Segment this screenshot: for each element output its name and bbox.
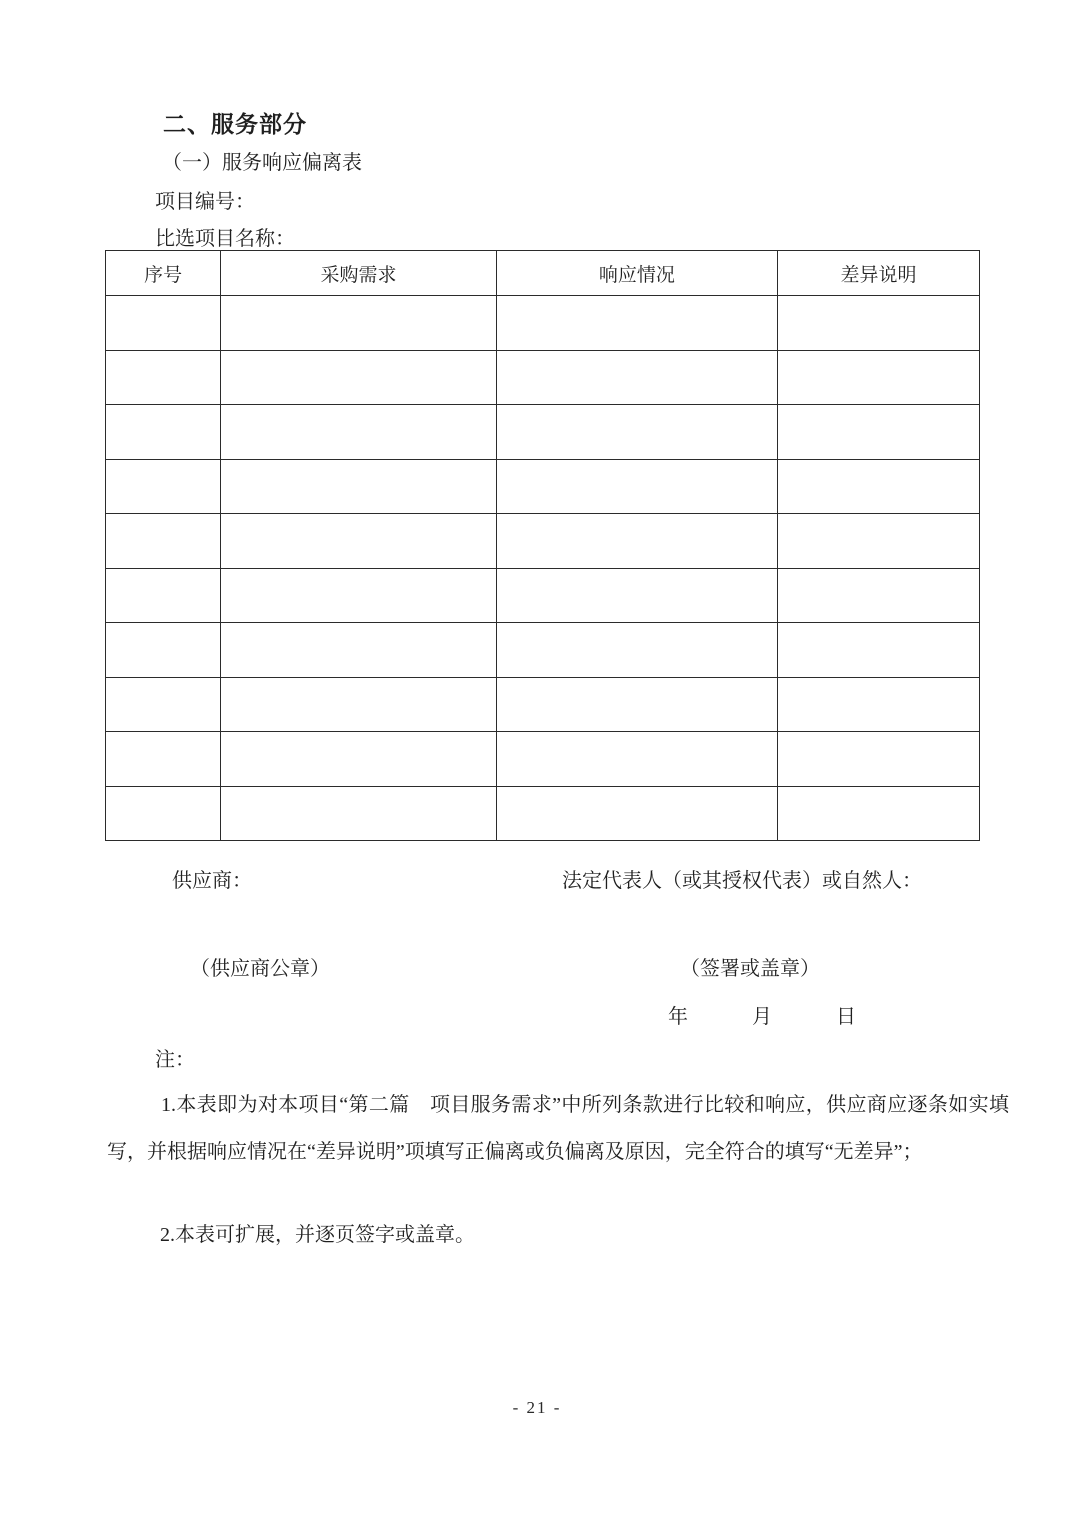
table-cell-empty (778, 677, 980, 732)
header-serial-number: 序号 (106, 251, 221, 296)
table-cell-empty (221, 677, 496, 732)
date-line (668, 1000, 856, 1029)
table-row (106, 732, 980, 787)
table-cell-empty (778, 350, 980, 405)
table-cell-empty (496, 732, 777, 787)
table-cell-empty (106, 623, 221, 678)
table-cell-empty (221, 568, 496, 623)
date-day-label: 日 (836, 1006, 856, 1028)
project-number-label: 项目编号： (155, 191, 255, 213)
table-cell-empty (778, 568, 980, 623)
table-cell-empty (778, 459, 980, 514)
table-row (106, 568, 980, 623)
supplier-seal-label: （供应商公章） (190, 958, 330, 980)
table-cell-empty (496, 405, 777, 460)
table-row (106, 459, 980, 514)
page-number: - 21 - (512, 1398, 562, 1417)
header-response-status: 响应情况 (496, 251, 777, 296)
table-cell-empty (496, 350, 777, 405)
note-item-1: 1.本表即为对本项目“第二篇 项目服务需求”中所列条款进行比较和响应，供应商应逐条如实填写，并根据响应情况在“差异说明”项填写正偏离或负偏离及原因，完全符合的填写“无差异”； (107, 1094, 1009, 1163)
table-row (106, 786, 980, 841)
table-cell-empty (496, 677, 777, 732)
date-year-label: 年 (668, 1006, 688, 1028)
subsection-title: （一）服务响应偏离表 (162, 152, 362, 174)
header-difference-explanation: 差异说明 (778, 251, 980, 296)
table-cell-empty (106, 459, 221, 514)
table-row (106, 296, 980, 351)
table-cell-empty (496, 514, 777, 569)
table-cell-empty (778, 296, 980, 351)
table-cell-empty (778, 732, 980, 787)
table-cell-empty (496, 459, 777, 514)
project-name-label: 比选项目名称： (155, 228, 295, 250)
table-row (106, 623, 980, 678)
service-deviation-table (105, 250, 980, 841)
table-cell-empty (106, 296, 221, 351)
sign-or-seal-label: （签署或盖章） (680, 958, 820, 980)
table-cell-empty (221, 350, 496, 405)
date-month-label: 月 (752, 1006, 772, 1028)
table-cell-empty (778, 514, 980, 569)
table-row (106, 405, 980, 460)
header-procurement-requirement: 采购需求 (221, 251, 496, 296)
table-cell-empty (221, 623, 496, 678)
supplier-label: 供应商： (172, 870, 252, 892)
table-cell-empty (496, 623, 777, 678)
table-cell-empty (106, 677, 221, 732)
table-cell-empty (221, 459, 496, 514)
table-cell-empty (106, 732, 221, 787)
table-cell-empty (221, 732, 496, 787)
table-cell-empty (221, 514, 496, 569)
table-cell-empty (221, 405, 496, 460)
table-cell-empty (778, 623, 980, 678)
legal-representative-label: 法定代表人（或其授权代表）或自然人： (562, 870, 922, 892)
table-row (106, 677, 980, 732)
table-cell-empty (778, 405, 980, 460)
notes-label: 注： (155, 1049, 195, 1071)
table-cell-empty (496, 296, 777, 351)
table-cell-empty (106, 350, 221, 405)
table-cell-empty (221, 296, 496, 351)
table-header-row (106, 251, 980, 296)
table-cell-empty (106, 786, 221, 841)
note-item-2: 2.本表可扩展，并逐页签字或盖章。 (160, 1224, 475, 1246)
table-cell-empty (106, 514, 221, 569)
table-row (106, 350, 980, 405)
table-body (106, 296, 980, 841)
table-cell-empty (778, 786, 980, 841)
section-title: 二、服务部分 (163, 112, 307, 137)
table-cell-empty (221, 786, 496, 841)
table-cell-empty (496, 568, 777, 623)
table-row (106, 514, 980, 569)
table-cell-empty (106, 568, 221, 623)
table-cell-empty (496, 786, 777, 841)
table-cell-empty (106, 405, 221, 460)
